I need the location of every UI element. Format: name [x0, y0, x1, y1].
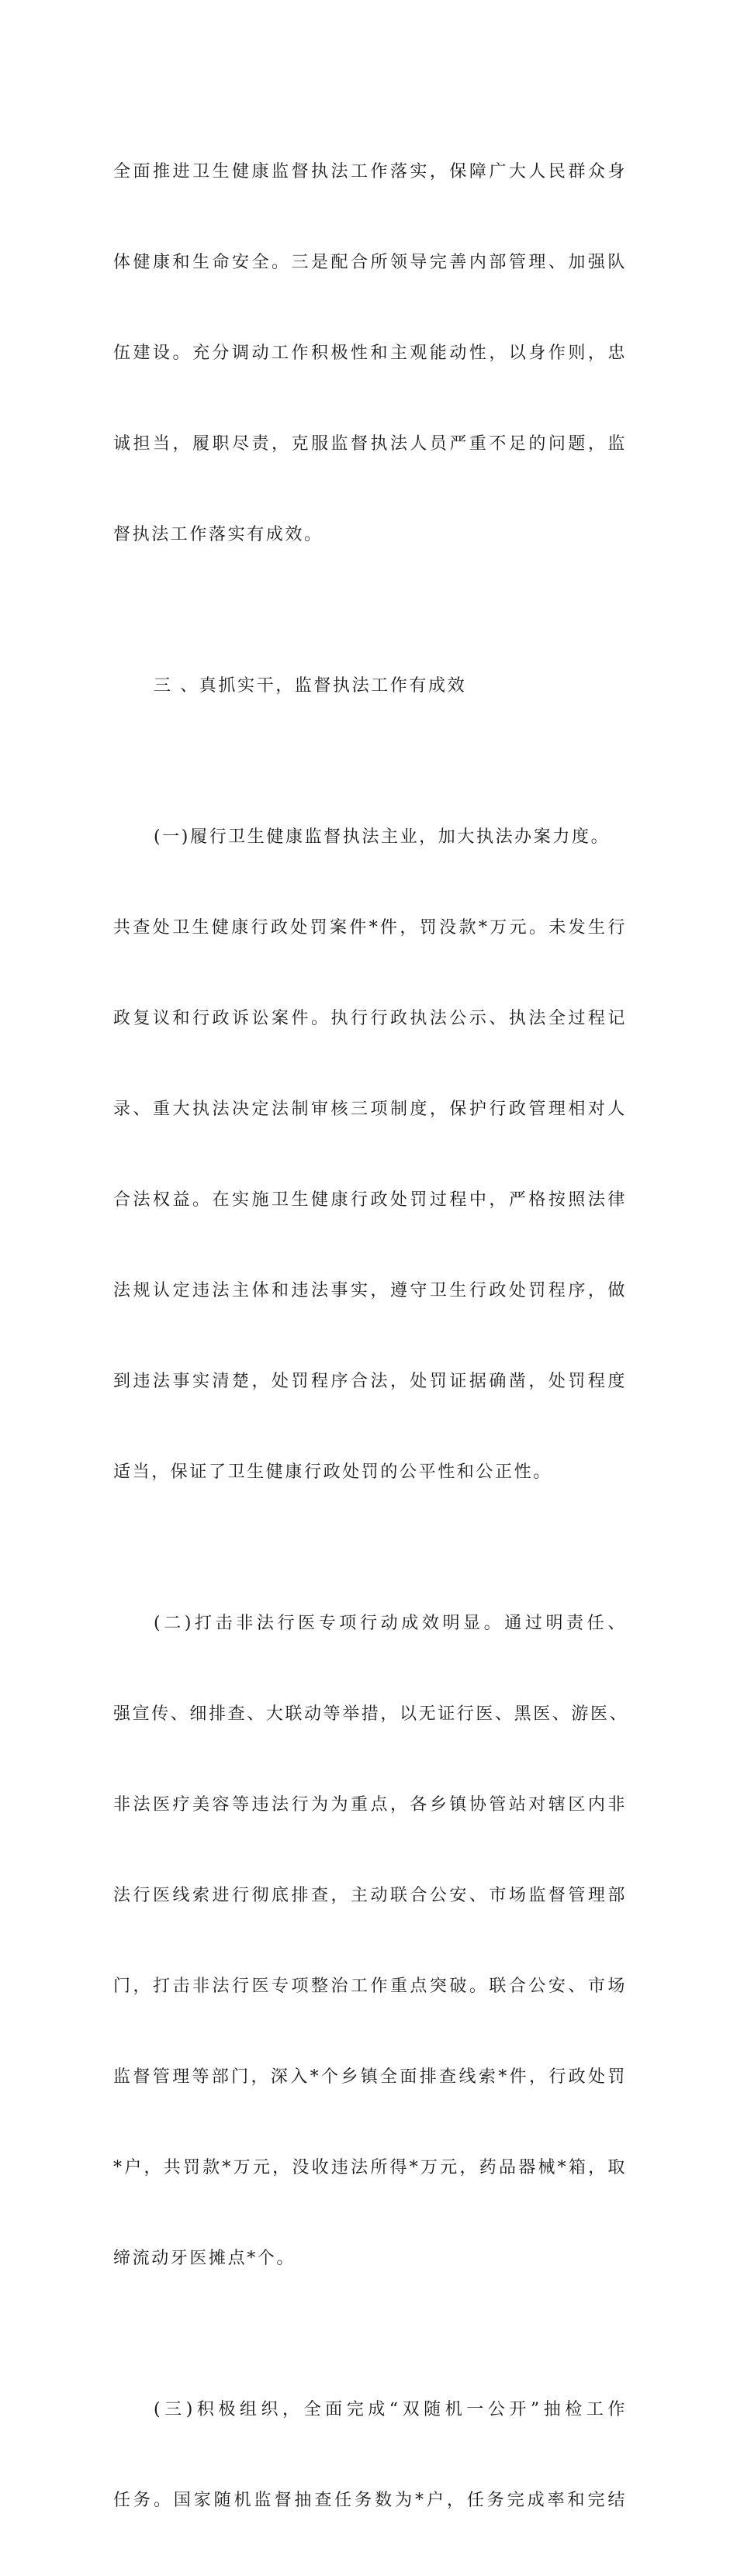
- text-line: 适当，保证了卫生健康行政处罚的公平性和公正性。: [113, 1462, 552, 1482]
- text-line: (二)打击非法行医专项行动成效明显。通过明责任、: [154, 1614, 627, 1633]
- text-line: 诚担当，履职尽责，克服监督执法人员严重不足的问题，监: [113, 434, 627, 454]
- text-line: 监督管理等部门，深入*个乡镇全面排查线索*件，行政处罚: [113, 2067, 627, 2087]
- text-line: (一)履行卫生健康监督执法主业，加大执法办案力度。: [154, 827, 611, 847]
- paragraph-section-2: [113, 1548, 627, 2334]
- text-line: 非法医疗美容等违法行为为重点，各乡镇协管站对辖区内非: [113, 1795, 627, 1815]
- paragraph-section-1: [113, 761, 627, 1548]
- text-line: 法规认定违法主体和违法事实，遵守卫生行政处罚程序，做: [113, 1281, 627, 1300]
- document-body: [113, 96, 627, 2576]
- text-line: 任务。国家随机监督抽查任务数为*户，任务完成率和完结: [113, 2491, 627, 2510]
- text-line: 政复议和行政诉讼案件。执行行政执法公示、执法全过程记: [113, 1009, 627, 1028]
- text-line: 合法权益。在实施卫生健康行政处罚过程中，严格按照法律: [113, 1190, 627, 1210]
- heading-text: 三 、真抓实干，监督执法工作有成效: [154, 676, 467, 696]
- text-line: 缔流动牙医摊点*个。: [113, 2249, 296, 2268]
- text-line: 到违法事实清楚，处罚程序合法，处罚证据确凿，处罚程度: [113, 1372, 627, 1391]
- section-heading: [113, 610, 627, 761]
- paragraph-continuation: [113, 96, 627, 610]
- paragraph-section-3: [113, 2334, 627, 2576]
- text-line: 法行医线索进行彻底排查，主动联合公安、市场监督管理部: [113, 1886, 627, 1905]
- text-line: 伍建设。充分调动工作积极性和主观能动性，以身作则，忠: [113, 344, 627, 363]
- text-line: 全面推进卫生健康监督执法工作落实，保障广大人民群众身: [113, 162, 627, 181]
- text-line: 强宣传、细排查、大联动等举措，以无证行医、黑医、游医、: [113, 1704, 629, 1724]
- text-line: 共查处卫生健康行政处罚案件*件，罚没款*万元。未发生行: [113, 918, 627, 938]
- text-line: 录、重大执法决定法制审核三项制度，保护行政管理相对人: [113, 1100, 627, 1119]
- text-line: 体健康和生命安全。三是配合所领导完善内部管理、加强队: [113, 253, 627, 272]
- text-line: *户，共罚款*万元，没收违法所得*万元，药品器械*箱，取: [113, 2158, 627, 2177]
- text-line: 门，打击非法行医专项整治工作重点突破。联合公安、市场: [113, 1977, 627, 1996]
- text-line: (三)积极组织，全面完成“双随机一公开”抽检工作: [154, 2400, 627, 2419]
- text-line: 督执法工作落实有成效。: [113, 525, 324, 544]
